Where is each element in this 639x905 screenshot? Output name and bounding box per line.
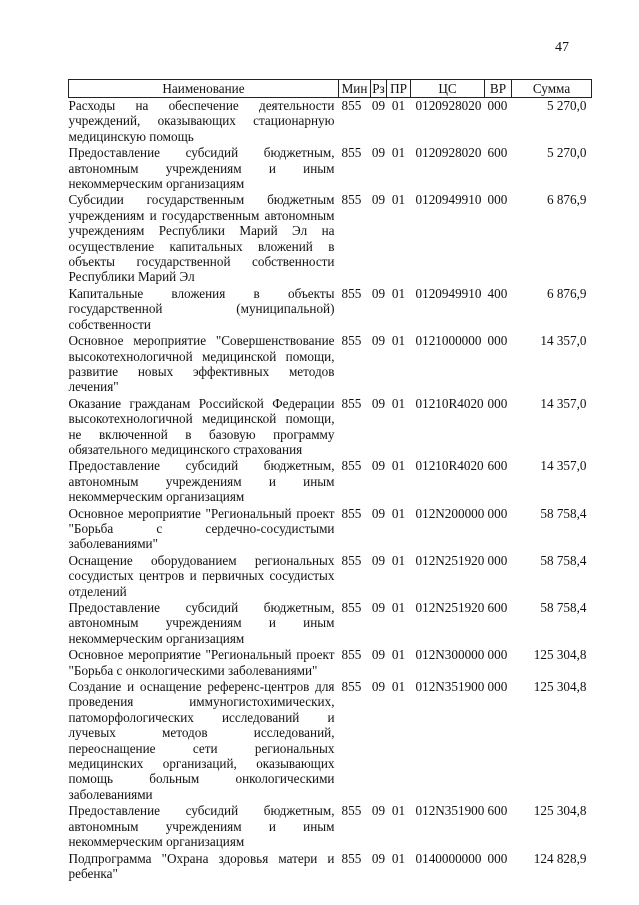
row-cs: 01210R4020 [415,395,484,411]
row-name: Капитальные вложения в объекты государственной (муниципальной) собственности [68,285,335,332]
row-min: 855 [341,679,362,695]
row-name: Предоставление субсидий бюджетным, автономным учреждениям и иным некоммерческим организациям [68,600,335,646]
row-pr: 01 [391,192,406,208]
row-name: Субсидии государственным бюджетным учреждениям и государственным автономным учреждениям Республики Марий Эл на осуществление капитальных вложений в объекты государственной собственности Республики Марий Эл [68,192,335,285]
row-vr: 000 [487,333,508,349]
row-sum: 58 758,4 [540,600,587,615]
row-cs: 012N251920 [415,552,485,568]
row-sum: 6 876,9 [546,192,587,208]
row-rz: 09 [371,192,386,208]
row-vr: 600 [487,600,508,615]
row-min: 855 [341,850,362,866]
row-pr: 01 [391,145,406,161]
table-row [69,333,592,396]
table-row [69,553,592,600]
row-vr: 000 [487,552,508,568]
header-pr: ПР [387,80,411,98]
budget-table [68,79,592,882]
row-rz: 09 [371,98,386,113]
row-min: 855 [341,285,362,301]
row-sum: 125 304,8 [533,803,587,819]
row-vr: 600 [487,803,508,819]
row-name: Предоставление субсидий бюджетным, автономным учреждениям и иным некоммерческим организациям [68,803,335,850]
row-rz: 09 [371,679,386,695]
table-row [69,506,592,553]
row-cs: 012N351900 [415,803,485,819]
row-rz: 09 [371,600,386,615]
header-sum: Сумма [512,80,592,98]
row-min: 855 [341,600,362,615]
row-min: 855 [341,145,362,161]
row-name: Основное мероприятие "Региональный проект "Борьба с онкологическими заболеваниями" [68,647,335,678]
table-row [69,647,592,679]
table-row [69,145,592,192]
row-min: 855 [341,458,362,474]
row-cs: 012N200000 [415,505,485,521]
row-pr: 01 [391,98,406,113]
row-cs: 012N300000 [415,647,485,663]
row-min: 855 [341,552,362,568]
row-rz: 09 [371,145,386,161]
table-row [69,803,592,850]
row-rz: 09 [371,333,386,349]
row-vr: 600 [487,458,508,474]
row-cs: 0140000000 [415,850,482,866]
row-sum: 6 876,9 [546,285,587,301]
table-row [69,851,592,883]
row-cs: 012N351900 [415,679,485,695]
table-row [69,396,592,459]
row-pr: 01 [391,458,406,474]
row-sum: 5 270,0 [546,145,587,161]
row-vr: 000 [487,647,508,663]
row-min: 855 [341,98,362,113]
row-pr: 01 [391,333,406,349]
row-cs: 012N251920 [415,600,485,615]
row-vr: 000 [487,850,508,866]
row-cs: 01210R4020 [415,458,484,474]
row-min: 855 [341,395,362,411]
row-rz: 09 [371,803,386,819]
row-rz: 09 [371,850,386,866]
row-sum: 14 357,0 [540,395,587,411]
row-vr: 000 [487,505,508,521]
row-pr: 01 [391,679,406,695]
row-vr: 400 [487,285,508,301]
row-cs: 0121000000 [415,333,482,349]
row-sum: 58 758,4 [540,552,587,568]
row-vr: 000 [487,679,508,695]
row-min: 855 [341,647,362,663]
header-min: Мин [339,80,371,98]
row-pr: 01 [391,803,406,819]
row-vr: 000 [487,395,508,411]
row-name: Оказание гражданам Российской Федерации высокотехнологичной медицинской помощи, не включенной в базовую программу обязательного медицинского страхования [68,395,335,457]
row-sum: 5 270,0 [546,98,587,113]
table-header-row [69,80,592,98]
row-cs: 0120928020 [415,145,482,161]
row-sum: 14 357,0 [540,333,587,349]
row-rz: 09 [371,505,386,521]
row-name: Оснащение оборудованием региональных сосудистых центров и первичных сосудистых отделений [68,552,335,599]
row-min: 855 [341,803,362,819]
row-rz: 09 [371,647,386,663]
table-row [69,286,592,333]
table-body [69,98,592,883]
row-sum: 124 828,9 [533,850,587,866]
row-sum: 58 758,4 [540,505,587,521]
row-name: Основное мероприятие "Совершенствование высокотехнологичной медицинской помощи, развитие новых эффективных методов лечения" [68,333,335,395]
row-sum: 14 357,0 [540,458,587,474]
row-name: Предоставление субсидий бюджетным, автономным учреждениям и иным некоммерческим организациям [68,145,335,192]
row-name: Подпрограмма "Охрана здоровья матери и ребенка" [68,850,335,881]
row-vr: 600 [487,145,508,161]
header-name: Наименование [69,80,339,98]
row-pr: 01 [391,395,406,411]
row-pr: 01 [391,850,406,866]
table-row [69,192,592,285]
row-name: Создание и оснащение референс-центров для проведения иммуногистохимических, патоморфологических исследований и лучевых методов исследований, переоснащение сети региональных медицинских организаций, оказывающих помощь больным онкологическими заболеваниями [68,679,335,802]
row-sum: 125 304,8 [533,679,587,695]
row-min: 855 [341,192,362,208]
row-rz: 09 [371,285,386,301]
row-min: 855 [341,333,362,349]
row-name: Расходы на обеспечение деятельности учреждений, оказывающих стационарную медицинскую помощь [68,98,335,144]
row-vr: 000 [487,192,508,208]
row-name: Основное мероприятие "Региональный проект "Борьба с сердечно-сосудистыми заболеваниями" [68,505,335,552]
table-row [69,98,592,146]
row-vr: 000 [487,98,508,113]
row-rz: 09 [371,552,386,568]
row-pr: 01 [391,505,406,521]
table-row [69,600,592,647]
row-pr: 01 [391,552,406,568]
header-cs: ЦС [411,80,485,98]
row-cs: 0120928020 [415,98,482,113]
header-vr: ВР [485,80,512,98]
row-min: 855 [341,505,362,521]
row-pr: 01 [391,285,406,301]
table-row [69,458,592,505]
row-name: Предоставление субсидий бюджетным, автономным учреждениям и иным некоммерческим организациям [68,458,335,505]
row-pr: 01 [391,647,406,663]
row-rz: 09 [371,395,386,411]
page-number: 47 [555,40,569,55]
row-sum: 125 304,8 [533,647,587,663]
header-rz: Рз [372,80,385,96]
row-rz: 09 [371,458,386,474]
row-cs: 0120949910 [415,192,482,208]
table-row [69,679,592,803]
row-cs: 0120949910 [415,285,482,301]
row-pr: 01 [391,600,406,615]
